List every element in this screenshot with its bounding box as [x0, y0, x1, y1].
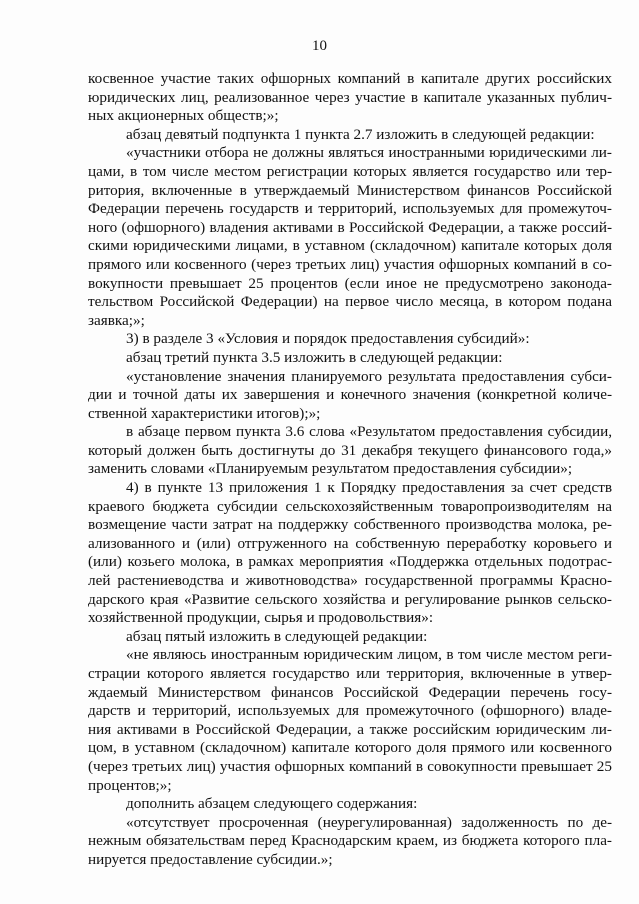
text-line: косвенное участие таких офшорных компаний в капитале других российских [88, 70, 612, 87]
text-line: абзац девятый подпункта 1 пункта 2.7 изложить в следующей редакции: [126, 125, 595, 143]
text-line: страции которого является государство или территория, включенные в утвер- [88, 665, 612, 682]
text-line: 3) в разделе 3 «Условия и порядок предоставления субсидий»: [126, 330, 530, 348]
text-line: краевого бюджета субсидии сельскохозяйственным товаропроизводителям на [88, 497, 612, 515]
text-line: хозяйственной продукции, сырья и продовольствия»: [88, 609, 434, 627]
text-line: тельством Российской Федерации) на первое число месяца, в котором подана [88, 293, 612, 311]
text-line: «отсутствует просроченная (неурегулированная) задолженность по де- [126, 813, 612, 831]
text-line: ственной характеристики итогов);»; [88, 404, 321, 422]
text-line: ритория, включенные в утверждаемый Министерством финансов Российской [88, 181, 612, 199]
text-line: «участники отбора не должны являться иностранными юридическими ли- [126, 144, 612, 162]
text-line: дии и точной даты их завершения и конечного значения (конкретной количе- [88, 386, 612, 404]
page-number: 10 [312, 38, 327, 54]
text-line: который должен быть достигнуты до 31 декабря текущего финансового года,» [88, 441, 612, 459]
text-line: (или) козьего молока, в рамках мероприятия «Поддержка отдельных подотрас- [88, 553, 612, 571]
text-line: «установление значения планируемого результата предоставления субси- [126, 367, 612, 385]
text-line: нируется предоставление субсидии.»; [88, 850, 333, 868]
text-line: абзац пятый изложить в следующей редакции: [126, 627, 428, 645]
text-line: прямого или косвенного (через третьих лиц) участия офшорных компаний в со- [88, 255, 612, 273]
text-line: в абзаце первом пункта 3.6 слова «Результатом предоставления субсидии, [126, 423, 612, 441]
text-line: заявка;»; [88, 311, 145, 329]
text-line: дополнить абзацем следующего содержания: [126, 795, 418, 813]
text-line: заменить словами «Планируемым результатом предоставления субсидии»; [88, 460, 573, 478]
text-line: (через третьих лиц) участия офшорных компаний в совокупности превышает 25 [88, 757, 612, 775]
text-line: лей растениеводства и животноводства» государственной программы Красно- [88, 572, 612, 590]
text-line: возмещение части затрат на поддержку собственного производства молока, ре- [88, 516, 612, 534]
text-line: абзац третий пункта 3.5 изложить в следующей редакции: [126, 348, 503, 366]
text-line: юридических лиц, реализованное через участие в капитале указанных публич- [88, 88, 612, 106]
text-line: ждаемый Министерством финансов Российской Федерации перечень госу- [88, 683, 612, 701]
text-line: вокупности превышает 25 процентов (если иное не предусмотрено законода- [88, 274, 612, 292]
text-line: дарского края «Развитие сельского хозяйства и регулирование рынков сельско- [88, 590, 612, 608]
text-line: процентов;»; [88, 776, 172, 794]
text-line: «не являюсь иностранным юридическим лицом, в том числе местом реги- [126, 646, 612, 664]
text-line: скими юридическими лицами, в уставном (складочном) капитале которых доля [88, 237, 612, 255]
text-line: ных акционерных обществ;»; [88, 107, 279, 125]
text-line: 4) в пункте 13 приложения 1 к Порядку предоставления за счет средств [126, 479, 612, 497]
text-line: цами, в том числе местом регистрации которых является государство или тер- [88, 162, 612, 180]
text-line: ного (офшорного) владения активами в Российской Федерации, а также россий- [88, 218, 612, 236]
text-line: Федерации перечень государств и территорий, используемых для промежуточ- [88, 200, 612, 218]
text-line: ния активами в Российской Федерации, а также российским юридическим ли- [88, 720, 612, 738]
text-line: дарств и территорий, используемых для промежуточного (офшорного) владе- [88, 702, 612, 720]
text-line: ализованного и (или) отгруженного на собственную переработку коровьего и [88, 534, 612, 552]
text-line: цом, в уставном (складочном) капитале которого доля прямого или косвенного [88, 739, 612, 757]
text-line: нежным обязательствам перед Краснодарским краем, из бюджета которого пла- [88, 832, 612, 850]
document-body [88, 70, 612, 870]
